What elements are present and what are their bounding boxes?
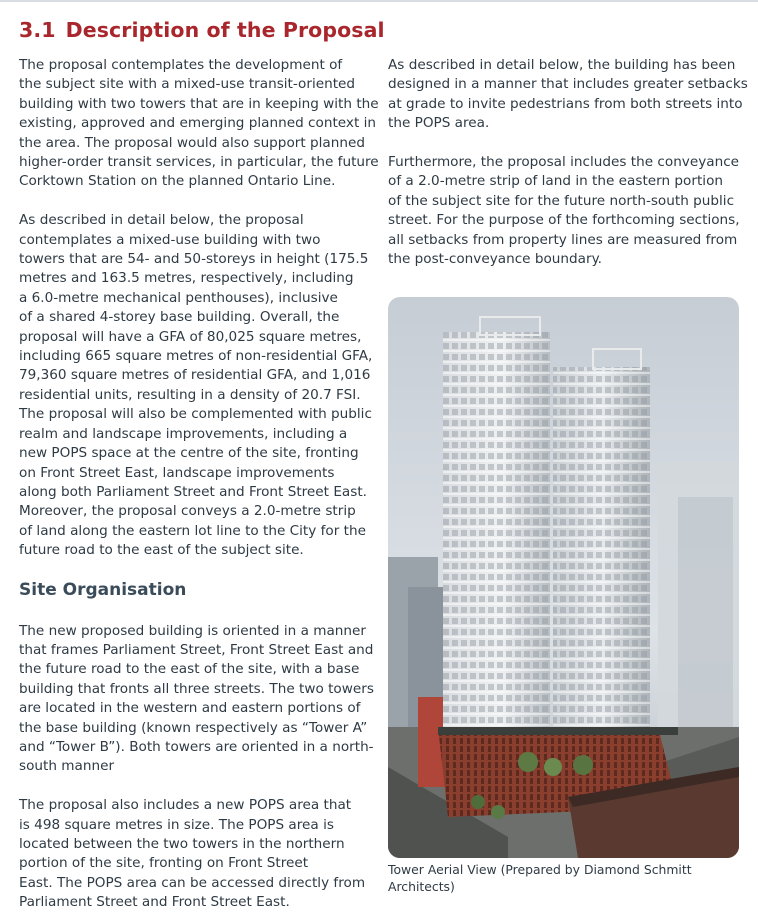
text-line: located between the two towers in the northern: [19, 836, 345, 852]
text-line: realm and landscape improvements, including a: [19, 425, 348, 442]
text-line: the post-conveyance boundary.: [388, 251, 603, 268]
text-line: is 498 square metres in size. The POPS area is: [19, 816, 334, 833]
text-line: building that fronts all three streets. The two towers: [19, 680, 374, 697]
text-line: of the subject site for the future north-south public: [388, 192, 735, 209]
text-line: of a 2.0-metre strip of land in the eastern portion: [388, 173, 724, 190]
section-heading: [19, 18, 385, 42]
paragraph-building-details: [19, 211, 375, 560]
text-line: 79,360 square metres of residential GFA, and 1,016: [19, 367, 371, 384]
text-line: of land along the eastern lot line to the City for the: [19, 522, 366, 539]
text-line: proposal will have a GFA of 80,025 square metres,: [19, 328, 362, 345]
text-line: along both Parliament Street and Front Street East.: [19, 483, 367, 500]
text-line: Architects): [388, 878, 455, 894]
paragraph-pops-area: [19, 796, 375, 912]
left-column: [19, 56, 379, 913]
text-line: The proposal contemplates the development of: [19, 57, 343, 73]
text-line: of a shared 4-storey base building. Overall, the: [19, 309, 340, 326]
paragraph-conveyance: [388, 153, 740, 269]
text-line: As described in detail below, the proposal: [19, 212, 304, 229]
text-line: the base building (known respectively as “Tower A”: [19, 719, 368, 736]
text-line: the subject site with a mixed-use transit-oriented: [19, 76, 356, 93]
text-line: existing, approved and emerging planned context in: [19, 115, 376, 132]
tower-aerial-image: [388, 297, 739, 858]
text-line: Corktown Station on the planned Ontario Line.: [19, 173, 336, 190]
text-line: contemplates a mixed-use building with two: [19, 231, 321, 248]
text-line: portion of the site, fronting on Front Street: [19, 855, 309, 872]
paragraph-orientation: [19, 622, 375, 777]
text-line: the POPS area.: [388, 115, 490, 132]
text-line: street. For the purpose of the forthcoming sections,: [388, 212, 740, 229]
text-line: higher-order transit services, in particular, the future: [19, 154, 379, 171]
text-line: including 665 square metres of non-residential GFA,: [19, 348, 373, 365]
text-line: on Front Street East, landscape improvements: [19, 464, 335, 481]
paragraph-setbacks: [388, 56, 748, 134]
text-line: residential units, resulting in a density of 20.7 FSI.: [19, 386, 361, 403]
paragraph-overview: [19, 56, 379, 192]
text-line: the future road to the east of the site, with a base: [19, 661, 360, 678]
text-line: Parliament Street and Front Street East.: [19, 894, 290, 911]
text-line: building with two towers that are in keeping with the: [19, 95, 379, 112]
text-line: Furthermore, the proposal includes the conveyance: [388, 154, 740, 171]
text-line: metres and 163.5 metres, respectively, including: [19, 270, 354, 287]
section-number: 3.1: [19, 18, 56, 42]
text-line: designed in a manner that includes greater setbacks: [388, 76, 748, 93]
text-line: Tower Aerial View (Prepared by Diamond Schmitt: [388, 862, 692, 877]
text-line: As described in detail below, the building has been: [388, 57, 736, 73]
text-line: Moreover, the proposal conveys a 2.0-metre strip: [19, 503, 356, 520]
text-line: new POPS space at the centre of the site, fronting: [19, 445, 359, 462]
text-line: that frames Parliament Street, Front Street East and: [19, 641, 374, 658]
text-line: south manner: [19, 758, 115, 775]
text-line: The proposal also includes a new POPS area that: [19, 797, 352, 814]
text-line: the area. The proposal would also support planned: [19, 134, 365, 151]
site-organisation-heading: Site Organisation: [19, 579, 187, 600]
top-rule: [0, 0, 758, 2]
text-line: all setbacks from property lines are measured from: [388, 231, 738, 248]
text-line: a 6.0-metre mechanical penthouses), inclusive: [19, 289, 338, 306]
text-line: future road to the east of the subject site.: [19, 542, 304, 559]
text-line: The new proposed building is oriented in a manner: [19, 622, 366, 639]
text-line: and “Tower B”). Both towers are oriented in a north-: [19, 738, 374, 755]
text-line: The proposal will also be complemented with public: [19, 406, 372, 423]
text-line: East. The POPS area can be accessed directly from: [19, 874, 366, 891]
text-line: at grade to invite pedestrians from both streets into: [388, 95, 743, 112]
right-column: [388, 56, 748, 269]
text-line: are located in the western and eastern portions of: [19, 700, 361, 717]
text-line: towers that are 54- and 50-storeys in height (175.5: [19, 251, 369, 268]
section-title: Description of the Proposal: [65, 18, 385, 42]
figure-caption: [388, 862, 748, 895]
